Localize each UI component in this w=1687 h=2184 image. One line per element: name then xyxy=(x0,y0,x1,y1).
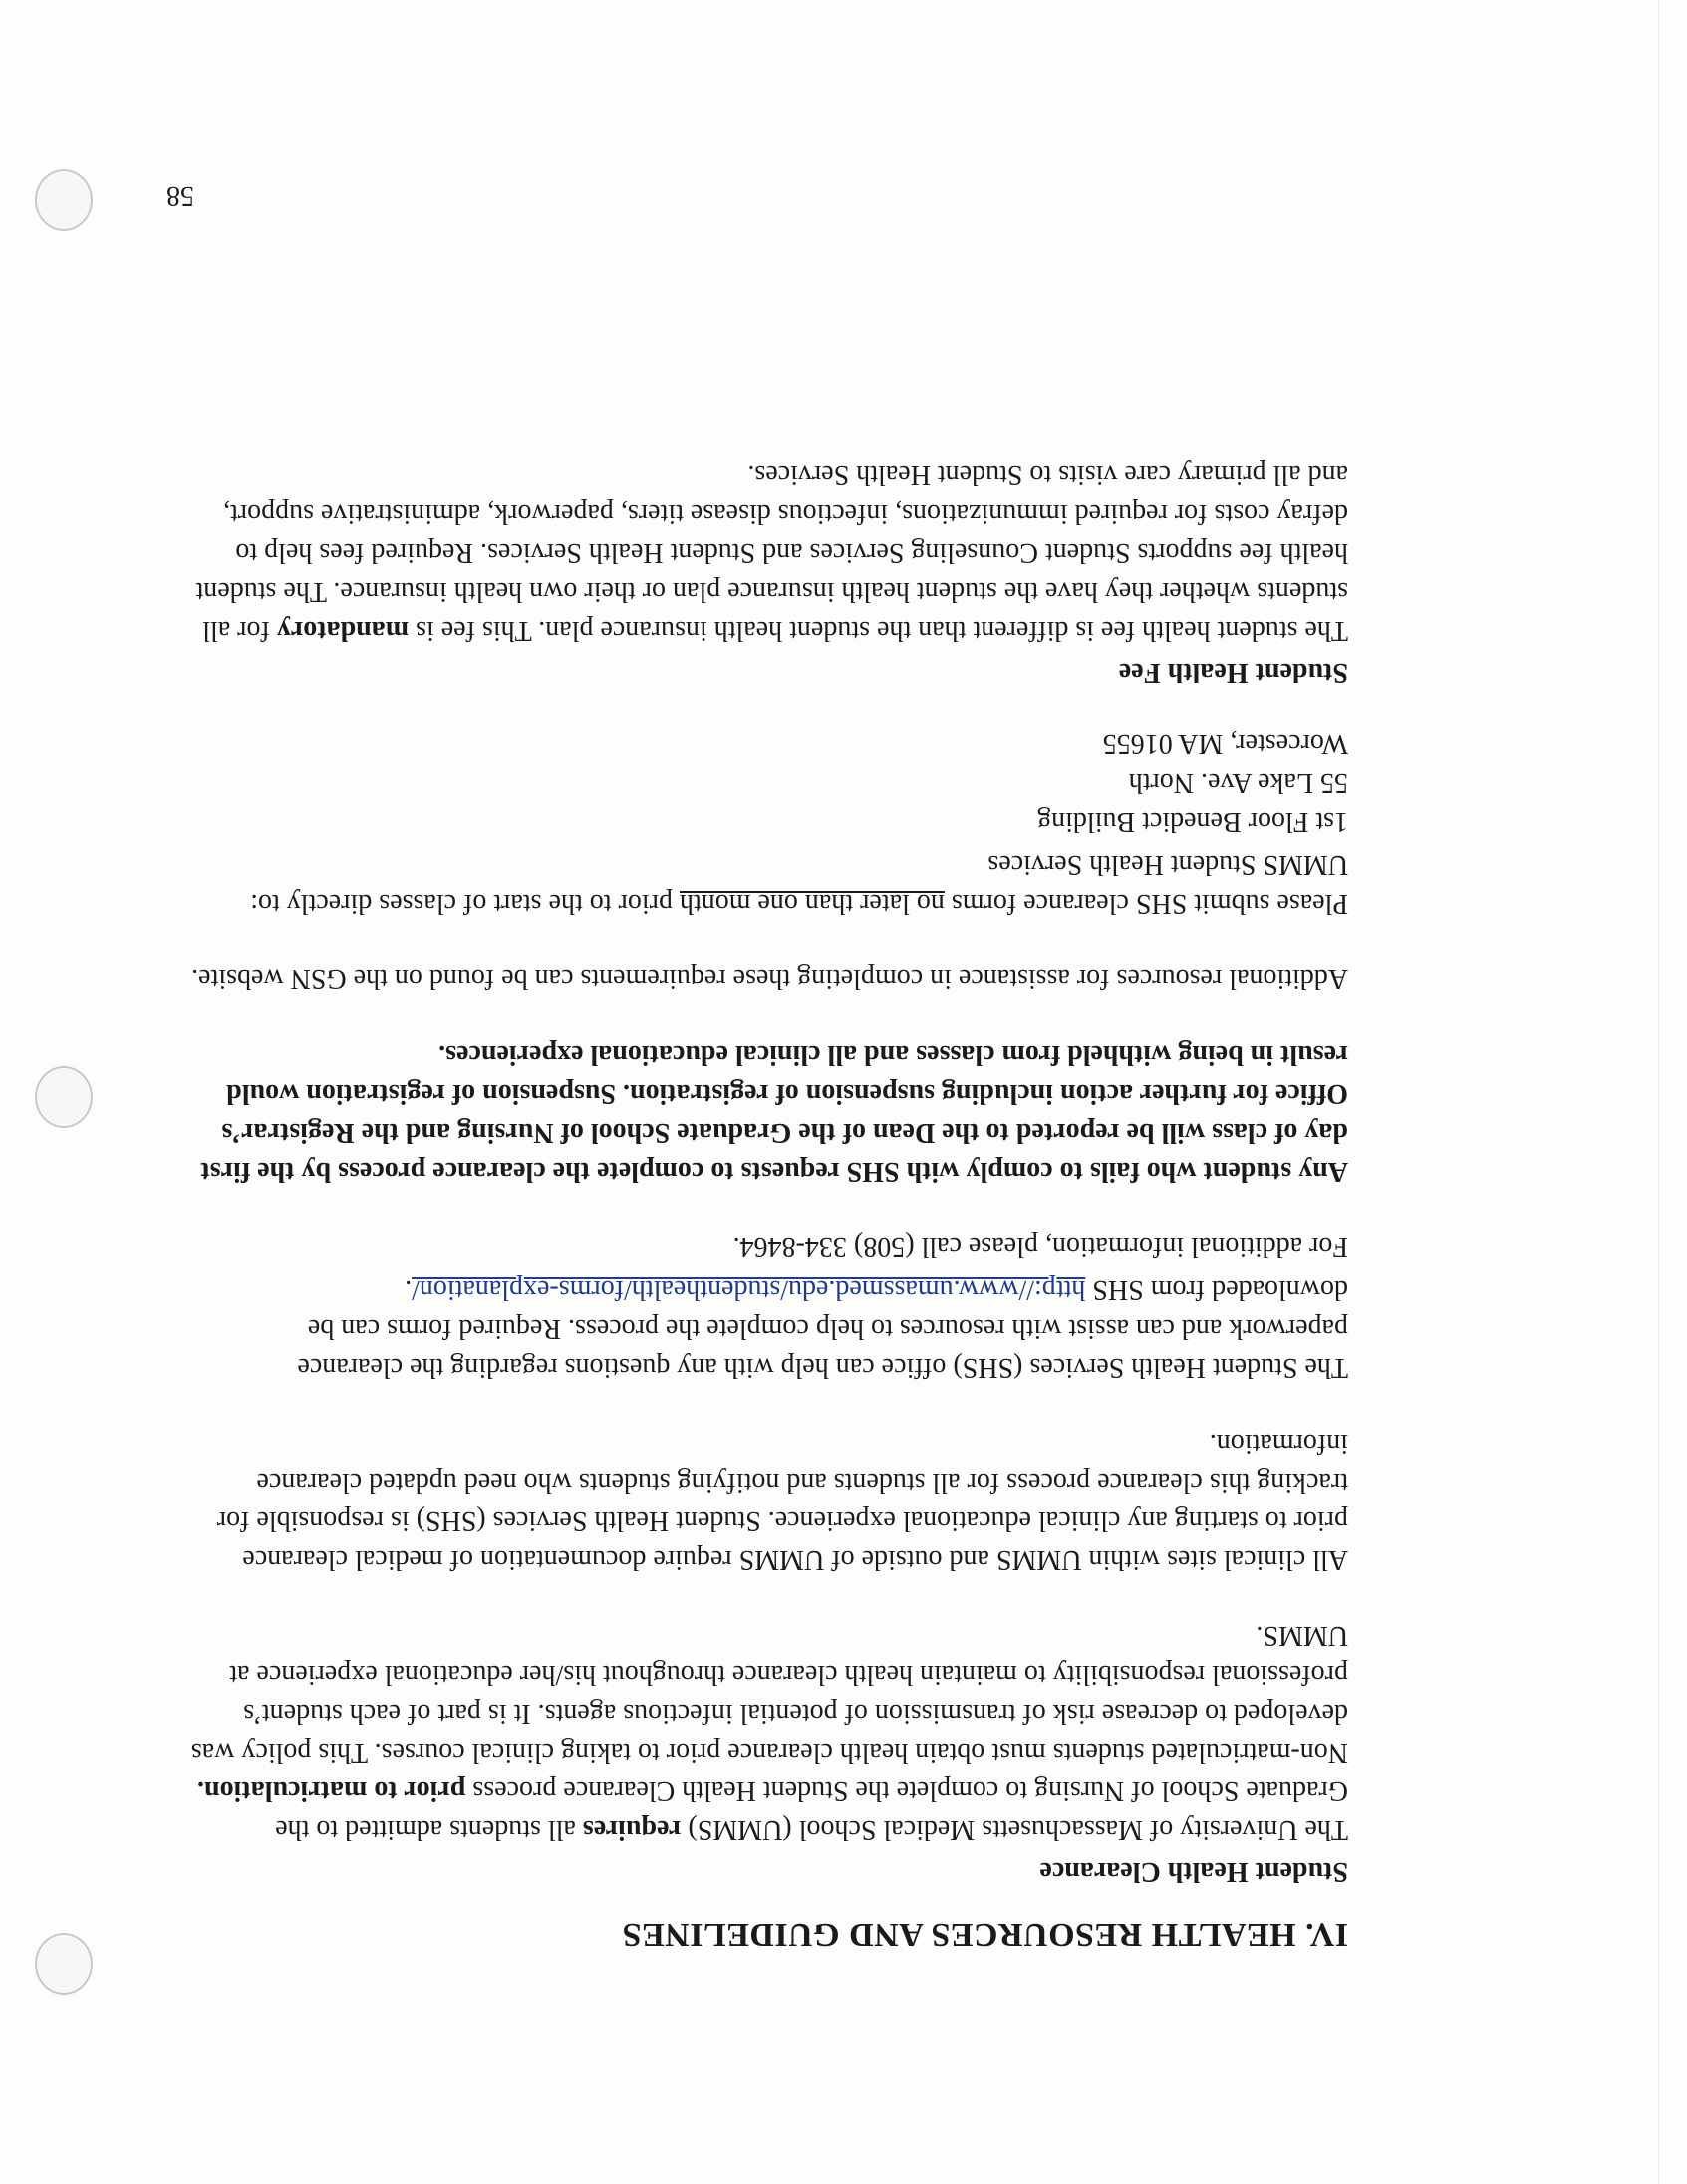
text-run: for all students whether they have the student health insurance plan or their own health insurance. The student health fee supports Student Counseling Services and Student Health Services. Required fees help to defray costs for required immunizations, infectious disease titers, paperwork, administrative support, and all primary care visits to Student Health Services. xyxy=(195,459,1348,646)
bold-requires: requires xyxy=(582,1814,682,1845)
fee-heading: Student Health Fee xyxy=(1118,657,1348,687)
section-title: IV. HEALTH RESOURCES AND GUIDELINES xyxy=(622,1916,1348,1953)
bold-prior-to-matriculation: prior to matriculation. xyxy=(197,1775,466,1806)
text-run: prior to the start of classes directly to: UMMS Student Health Services xyxy=(250,849,1348,919)
bold-mandatory: mandatory xyxy=(276,615,410,646)
address-line-2: 55 Lake Ave. North xyxy=(1128,767,1348,798)
binder-hole-bottom xyxy=(35,169,93,231)
clearance-paragraph-1 xyxy=(182,1616,1348,1849)
address-line-3: Worcester, MA 01655 xyxy=(1102,728,1348,759)
text-run: The Student Health Services (SHS) office can help with any questions regarding the clearance paperwork and can assist with resources to help complete the process. Required forms can be downloaded from SHS xyxy=(297,1274,1348,1383)
additional-resources-paragraph: Additional resources for assistance in completing these requirements can be found on the GSN website. xyxy=(191,963,1348,994)
text-run: Non-matriculated students must obtain health clearance prior to taking clinical courses. This policy was developed to decrease risk of transmission of potential infectious agents. It is part of each student’s professional responsibility to maintain health clearance throughout his/her educational experience at UMMS. xyxy=(190,1620,1348,1768)
fee-paragraph xyxy=(182,455,1348,650)
binder-hole-middle xyxy=(35,1066,93,1128)
underlined-deadline: no later than one month xyxy=(679,888,945,919)
text-run: . xyxy=(405,1274,413,1305)
text-run: Please submit SHS clearance forms xyxy=(944,888,1348,919)
address-line-1: 1st Floor Benedict Building xyxy=(1037,806,1348,837)
text-run: The University of Massachusetts Medical School (UMMS) xyxy=(681,1814,1348,1845)
noncompliance-warning: Any student who fails to comply with SHS requests to complete the clearance process by the first day of class will be reported to the Dean of the Graduate School of Nursing and the Registrar’s Office for further action including suspension of registration. Suspension of registration would result in being withheld from classes and all clinical educational experiences. xyxy=(200,1039,1348,1187)
clearance-paragraph-2: All clinical sites within UMMS and outside of UMMS require documentation of medical clearance prior to starting any clinical educational experience. Student Health Services (SHS) is responsible for tracking this clearance process for all students and notifying students who need updated clearance information. xyxy=(216,1428,1348,1575)
contact-phone-line: For additional information, please call (508) 334-8464. xyxy=(732,1231,1348,1262)
shs-address xyxy=(182,724,1348,841)
submit-forms-paragraph xyxy=(182,845,1348,923)
clearance-paragraph-3 xyxy=(182,1270,1348,1387)
page-content xyxy=(182,418,1348,1953)
text-run: The student health fee is different than the student health insurance plan. This fee is xyxy=(409,615,1348,646)
page-number: 58 xyxy=(166,180,194,211)
binder-hole-top xyxy=(35,1933,93,1995)
scan-edge-line xyxy=(1658,0,1659,2184)
clearance-heading: Student Health Clearance xyxy=(1039,1856,1348,1887)
forms-link[interactable]: http://www.umassmed.edu/studenthealth/forms-explanation/ xyxy=(412,1274,1086,1305)
text-run: all students admitted to the Graduate School of Nursing to complete the Student Health Clearance process xyxy=(275,1775,1348,1845)
